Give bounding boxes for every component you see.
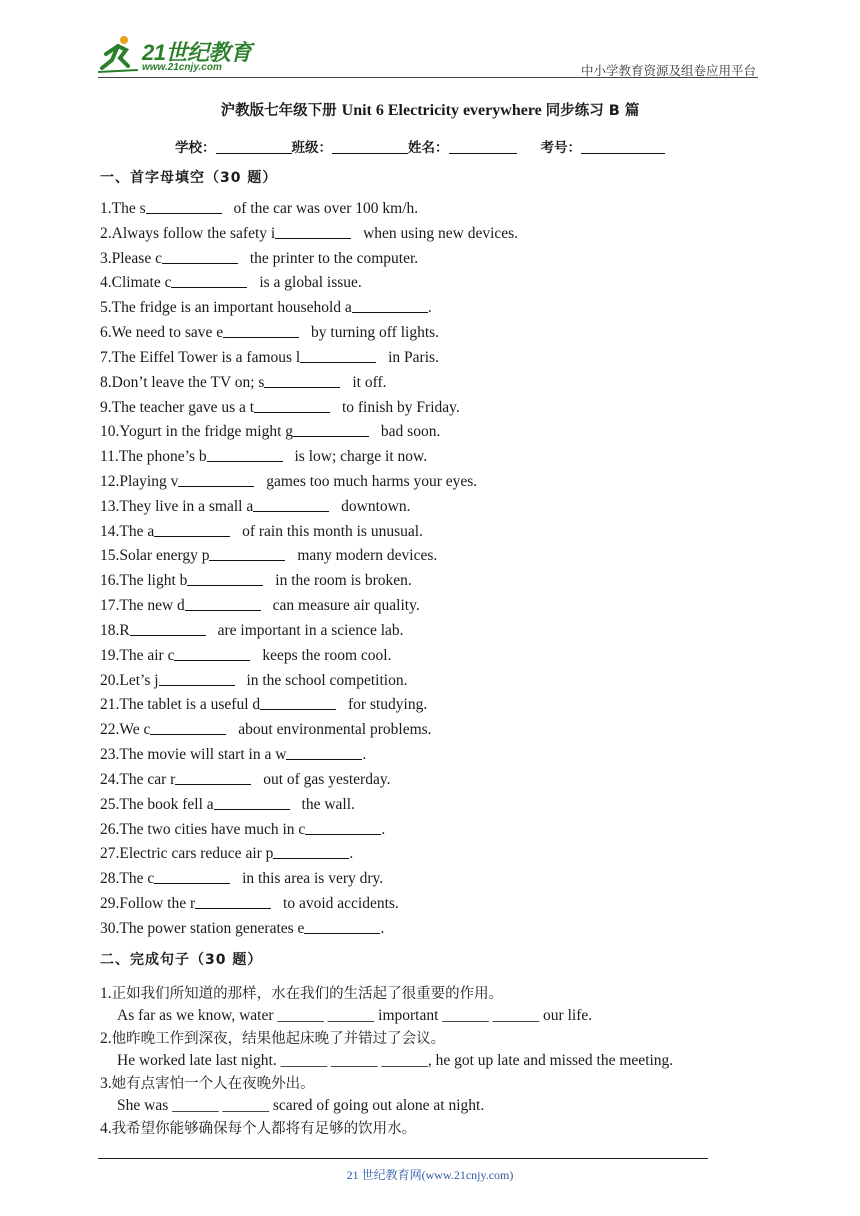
answer-blank[interactable] [214, 794, 290, 810]
header-divider [98, 77, 758, 78]
question-text-end: bad soon. [377, 423, 441, 441]
question-text: 30.The power station generates e [100, 919, 305, 937]
question-text-end: by turning off lights. [307, 324, 440, 342]
footer-divider [98, 1158, 708, 1159]
question-text-end: of rain this month is unusual. [238, 522, 423, 540]
question-text: 4.Climate c [100, 274, 172, 292]
answer-blank[interactable] [300, 347, 376, 363]
question-text: 8.Don’t leave the TV on; s [100, 373, 265, 391]
question-text: 29.Follow the r [100, 894, 196, 912]
question-text: 6.We need to save e [100, 324, 224, 342]
english-sentence[interactable]: He worked late last night. ______ ______ ______, he got up late and missed the meeting. [117, 1052, 674, 1069]
question-text: 28.The c [100, 870, 155, 888]
question-text-end: is low; charge it now. [290, 448, 428, 466]
question-text: 2.Always follow the safety i [100, 224, 276, 242]
name-label: 姓名： [408, 140, 449, 156]
question-row [100, 570, 412, 591]
question-row [100, 645, 391, 666]
question-text-end: in this area is very dry. [238, 870, 384, 888]
section-1-title: 一、首字母填空（30 题） [100, 170, 278, 186]
question-text-end: in the school competition. [242, 671, 408, 689]
question-text-end: about environmental problems. [234, 721, 432, 739]
question-text-end: is a global issue. [255, 274, 362, 292]
question-text-end: the wall. [297, 795, 355, 813]
question-text-end: keeps the room cool. [258, 646, 392, 664]
question-text-end: to avoid accidents. [279, 894, 399, 912]
answer-blank[interactable] [150, 719, 226, 735]
question-text-end: of the car was over 100 km/h. [229, 200, 419, 217]
question-text: 24.The car r [100, 770, 176, 788]
sentence-number: 4. [100, 1120, 112, 1137]
question-text-end: out of gas yesterday. [259, 770, 391, 788]
question-text: 9.The teacher gave us a t [100, 398, 255, 416]
question-text: 16.The light b [100, 572, 188, 590]
question-text: 18.R [100, 621, 130, 639]
chinese-prompt: 正如我们所知道的那样，水在我们的生活起了很重要的作用。 [111, 986, 504, 1002]
question-text: 13.They live in a small a [100, 497, 254, 515]
answer-blank[interactable] [174, 645, 250, 661]
page-title [0, 99, 860, 120]
question-text-end: it off. [348, 373, 387, 391]
question-row [100, 248, 418, 269]
student-info [175, 136, 665, 156]
answer-blank[interactable] [223, 322, 299, 338]
sentence-item [100, 1029, 445, 1049]
answer-blank[interactable] [253, 496, 329, 512]
question-row [100, 769, 390, 790]
answer-blank[interactable] [159, 670, 235, 686]
question-text: 11.The phone’s b [100, 448, 207, 466]
runner-logo-icon [98, 34, 140, 74]
question-text: 7.The Eiffel Tower is a famous l [100, 348, 301, 366]
question-text: 1.The s [100, 200, 146, 217]
page-header [98, 30, 758, 78]
question-text: 19.The air c [100, 646, 175, 664]
english-sentence[interactable]: As far as we know, water ______ ______ important ______ ______ our life. [117, 1007, 593, 1024]
question-text-end: in Paris. [384, 348, 439, 366]
question-text-end: the printer to the computer. [245, 249, 419, 267]
platform-label: 中小学教育资源及组卷应用平台 [580, 63, 756, 78]
question-row [100, 620, 404, 641]
question-text: 15.Solar energy p [100, 547, 210, 565]
sentence-item [100, 1119, 416, 1139]
question-row [100, 719, 432, 740]
question-row [100, 297, 432, 318]
question-text-end: . [349, 845, 354, 863]
question-text: 17.The new d [100, 597, 185, 615]
answer-blank[interactable] [305, 819, 381, 835]
answer-blank[interactable] [304, 918, 380, 934]
title-prefix: 沪教版七年级下册 [220, 103, 342, 119]
answer-blank[interactable] [130, 620, 206, 636]
sentence-number: 3. [100, 1075, 112, 1092]
question-text-end: . [427, 299, 432, 317]
question-row [100, 223, 518, 244]
answer-blank[interactable] [146, 198, 222, 214]
question-text-end: . [381, 820, 386, 838]
question-row [100, 322, 439, 343]
answer-blank[interactable] [260, 694, 336, 710]
answer-blank[interactable] [207, 446, 283, 462]
question-text-end: are important in a science lab. [213, 621, 404, 639]
title-suffix: 同步练习 B 篇 [545, 103, 640, 119]
title-main: Unit 6 Electricity everywhere [341, 102, 546, 119]
answer-blank[interactable] [178, 471, 254, 487]
answer-blank[interactable] [273, 843, 349, 859]
question-row [100, 471, 477, 492]
question-text: 22.We c [100, 721, 151, 739]
question-text: 5.The fridge is an important household a [100, 299, 352, 317]
question-row [100, 421, 440, 442]
question-text: 10.Yogurt in the fridge might g [100, 423, 294, 441]
exam-no-label: 考号： [540, 140, 581, 156]
question-text-end: many modern devices. [293, 547, 438, 565]
answer-blank[interactable] [154, 521, 230, 537]
question-text: 25.The book fell a [100, 795, 214, 813]
answer-blank[interactable] [154, 868, 230, 884]
chinese-prompt: 我希望你能够确保每个人都将有足够的饮用水。 [111, 1121, 417, 1137]
answer-blank[interactable] [187, 570, 263, 586]
question-row [100, 670, 407, 691]
question-text-end: can measure air quality. [268, 597, 420, 615]
question-row [100, 496, 410, 517]
sentence-item [100, 984, 503, 1004]
question-text: 23.The movie will start in a w [100, 746, 287, 764]
answer-blank[interactable] [209, 545, 285, 561]
sentence-number: 2. [100, 1030, 112, 1047]
school-blank[interactable] [216, 139, 292, 154]
chinese-prompt: 他昨晚工作到深夜，结果他起床晚了并错过了会议。 [111, 1031, 446, 1047]
answer-blank[interactable] [175, 769, 251, 785]
answer-blank[interactable] [264, 372, 340, 388]
question-row [100, 868, 383, 889]
question-row [100, 545, 437, 566]
question-row [100, 794, 355, 815]
english-sentence[interactable]: She was ______ ______ scared of going out alone at night. [117, 1097, 485, 1114]
answer-blank[interactable] [286, 744, 362, 760]
school-label: 学校： [175, 140, 216, 156]
answer-blank[interactable] [293, 421, 369, 437]
question-row [100, 372, 386, 393]
question-text-end: when using new devices. [359, 224, 519, 242]
question-text-end: in the room is broken. [271, 572, 412, 590]
question-row [100, 893, 399, 914]
sentence-item [100, 1074, 315, 1094]
exam-no-blank[interactable] [581, 139, 665, 154]
question-row [100, 819, 385, 840]
question-row [100, 397, 460, 418]
answer-blank[interactable] [195, 893, 271, 909]
question-text-end: for studying. [344, 696, 428, 714]
question-row [100, 694, 427, 715]
sentence-number: 1. [100, 985, 112, 1002]
answer-blank[interactable] [171, 272, 247, 288]
question-text: 14.The a [100, 522, 155, 540]
question-row [100, 446, 427, 467]
question-row [100, 521, 423, 542]
question-text: 12.Playing v [100, 473, 179, 491]
question-row [100, 918, 384, 939]
question-text-end: downtown. [337, 497, 411, 515]
question-row [100, 843, 353, 864]
name-blank[interactable] [449, 139, 517, 154]
logo-text: 21世纪教育 [142, 40, 252, 65]
question-row [100, 744, 366, 765]
question-text-end: games too much harms your eyes. [262, 473, 478, 491]
answer-blank[interactable] [185, 595, 261, 611]
question-text-end: to finish by Friday. [338, 398, 460, 416]
page-footer: 21 世纪教育网(www.21cnjy.com) [346, 1168, 514, 1182]
question-text: 27.Electric cars reduce air p [100, 845, 274, 863]
section-2-title: 二、完成句子（30 题） [100, 952, 263, 968]
class-blank[interactable] [332, 139, 408, 154]
question-text: 20.Let’s j [100, 671, 159, 689]
question-text-end: . [362, 746, 367, 764]
question-row [100, 198, 418, 219]
question-text: 3.Please c [100, 249, 162, 267]
chinese-prompt: 她有点害怕一个人在夜晚外出。 [111, 1076, 315, 1092]
logo [98, 34, 268, 74]
answer-blank[interactable] [162, 248, 238, 264]
question-text: 26.The two cities have much in c [100, 820, 306, 838]
logo-url: www.21cnjy.com [142, 62, 222, 73]
answer-blank[interactable] [352, 297, 428, 313]
answer-blank[interactable] [275, 223, 351, 239]
question-text-end: . [380, 919, 385, 937]
class-label: 班级： [291, 140, 332, 156]
question-text: 21.The tablet is a useful d [100, 696, 261, 714]
question-row [100, 272, 362, 293]
question-row [100, 595, 420, 616]
question-row [100, 347, 439, 368]
answer-blank[interactable] [254, 397, 330, 413]
